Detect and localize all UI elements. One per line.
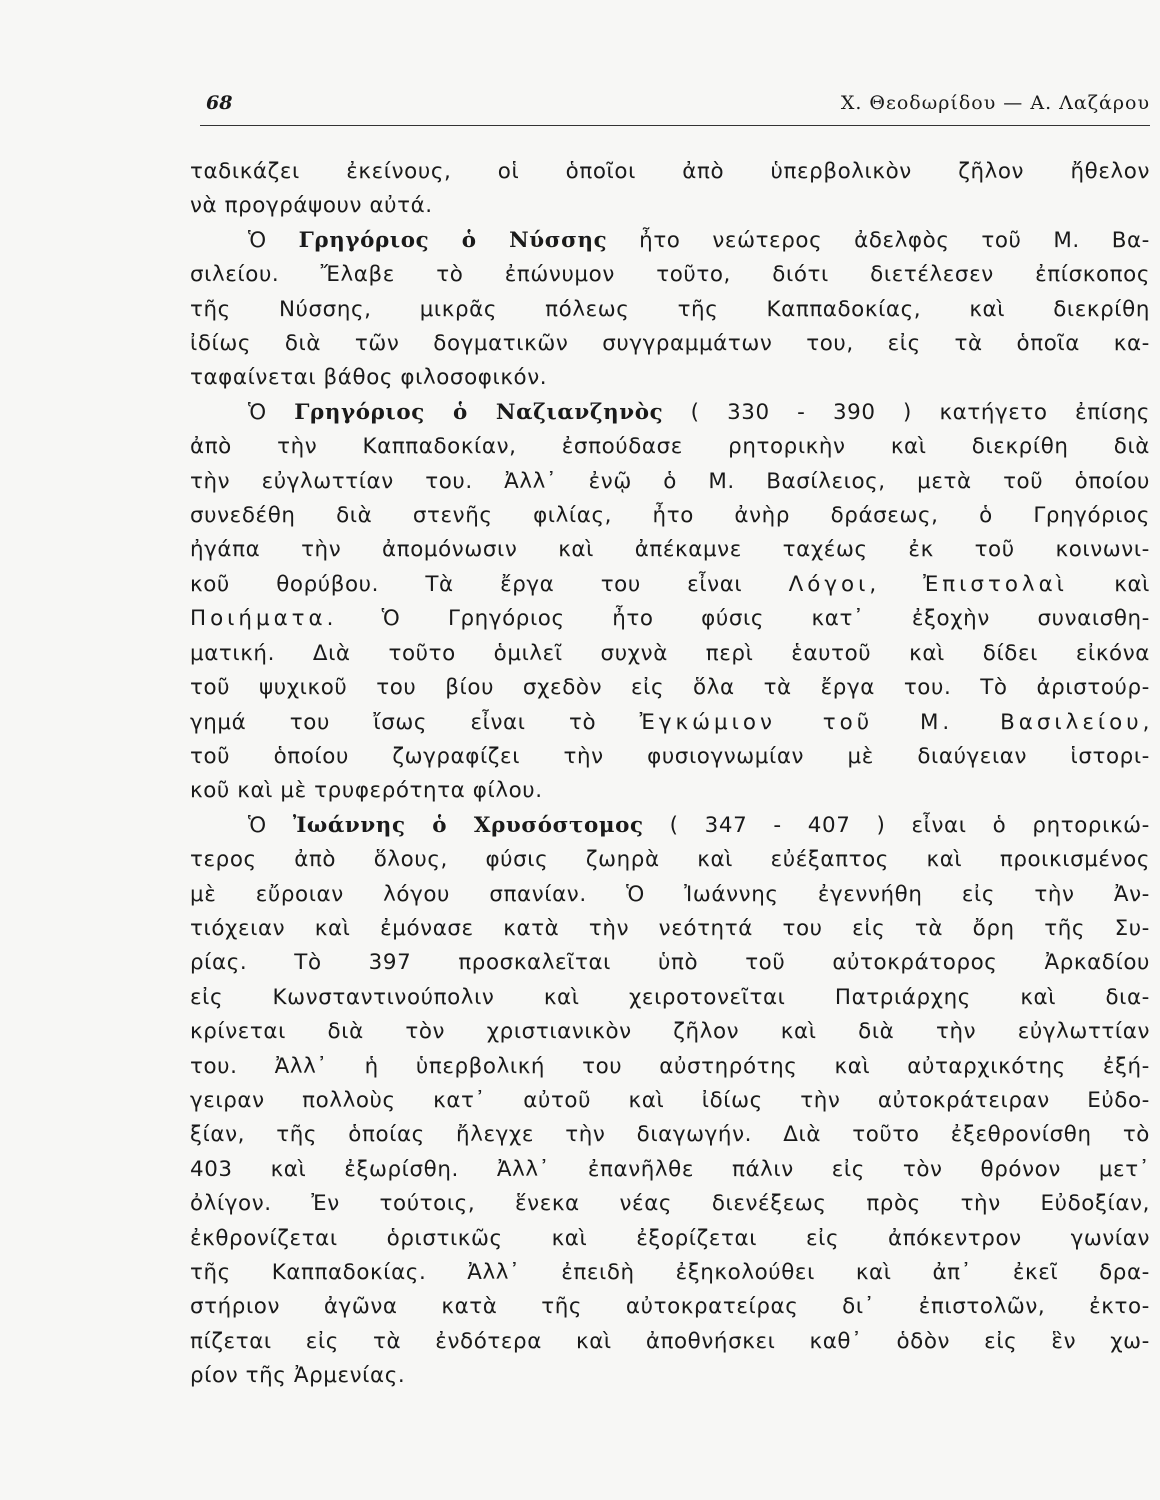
text-line: ρίον τῆς Ἀρμενίας. (190, 1363, 406, 1389)
text-line: γειραν πολλοὺς κατ᾽ αὐτοῦ καὶ ἰδίως τὴν αὐτοκράτειραν Εὐδο- (190, 1087, 1150, 1113)
text-line: τὴν εὐγλωττίαν του. Ἀλλ᾽ ἐνῷ ὁ Μ. Βασίλειος, μετὰ τοῦ ὁποίου (190, 468, 1150, 494)
header-rule (200, 125, 1150, 126)
text-line: ἰδίως διὰ τῶν δογματικῶν συγγραμμάτων του, εἰς τὰ ὁποῖα κα- (190, 331, 1150, 357)
text-line: ρίας. Τὸ 397 προσκαλεῖται ὑπὸ τοῦ αὐτοκράτορος Ἀρκαδίου (190, 950, 1150, 976)
paragraph-start-gregory-nyssa (190, 224, 1150, 258)
text-line: τερος ἀπὸ ὅλους, φύσις ζωηρὰ καὶ εὐέξαπτος καὶ προικισμένος (190, 847, 1150, 873)
text-line: ἀπὸ τὴν Καππαδοκίαν, ἐσπούδασε ρητορικὴν καὶ διεκρίθη διὰ (190, 434, 1150, 460)
text-run: ( 330 - 390 ) κατήγετο ἐπίσης (663, 399, 1150, 425)
text-line: τῆς Καππαδοκίας. Ἀλλ᾽ ἐπειδὴ ἐξηκολούθει καὶ ἀπ᾽ ἐκεῖ δρα- (190, 1260, 1150, 1285)
text-run: γημά του ἴσως εἶναι τὸ (190, 709, 640, 735)
text-run: Ὁ (248, 812, 293, 838)
text-line: κρίνεται διὰ τὸν χριστιανικὸν ζῆλον καὶ διὰ τὴν εὐγλωττίαν (190, 1019, 1150, 1045)
text-line: τοῦ ψυχικοῦ του βίου σχεδὸν εἰς ὅλα τὰ ἔργα του. Τὸ ἀριστούρ- (190, 675, 1150, 701)
text-run: καὶ (1067, 571, 1150, 597)
text-run: ἦτο νεώτερος ἀδελφὸς τοῦ Μ. Βα- (607, 227, 1150, 253)
work-title: Λόγοι (788, 571, 870, 597)
text-line: 403 καὶ ἐξωρίσθη. Ἀλλ᾽ ἐπανῆλθε πάλιν εἰς τὸν θρόνον μετ᾽ (190, 1156, 1150, 1182)
text-line: ἐκθρονίζεται ὁριστικῶς καὶ ἐξορίζεται εἰς ἀπόκεντρον γωνίαν (190, 1225, 1150, 1251)
text-line (190, 568, 1150, 602)
work-title: Ἐπιστολαὶ (923, 571, 1068, 597)
text-line: νὰ προγράψουν αὐτά. (190, 193, 433, 219)
text-run: κοῦ θορύβου. Τὰ ἔργα του εἶναι (190, 571, 789, 597)
text-run: , (1142, 709, 1150, 735)
text-line: εἰς Κωνσταντινούπολιν καὶ χειροτονεῖται Πατριάρχης καὶ δια- (190, 984, 1150, 1010)
text-line: ταδικάζει ἐκείνους, οἱ ὁποῖοι ἀπὸ ὑπερβολικὸν ζῆλον ἤθελον (190, 159, 1150, 184)
text-run: Ὁ (248, 399, 295, 425)
text-line: ἠγάπα τὴν ἀπομόνωσιν καὶ ἀπέκαμνε ταχέως ἐκ τοῦ κοινωνι- (190, 537, 1150, 563)
text-line: τῆς Νύσσης, μικρᾶς πόλεως τῆς Καππαδοκίας, καὶ διεκρίθη (190, 296, 1150, 322)
work-title: Ἐγκώμιον τοῦ Μ. Βασιλείου (639, 709, 1143, 735)
text-line: στήριον ἀγῶνα κατὰ τῆς αὐτοκρατείρας δι᾽ ἐπιστολῶν, ἐκτο- (190, 1294, 1150, 1320)
text-line: μὲ εὔροιαν λόγου σπανίαν. Ὁ Ἰωάννης ἐγεννήθη εἰς τὴν Ἀν- (190, 881, 1150, 907)
text-line (190, 602, 1150, 636)
text-line: ματική. Διὰ τοῦτο ὁμιλεῖ συχνὰ περὶ ἑαυτοῦ καὶ δίδει εἰκόνα (190, 640, 1150, 666)
text-line: κοῦ καὶ μὲ τρυφερότητα φίλου. (190, 778, 543, 804)
person-name: Γρηγόριος ὁ Ναζιανζηνὸς (294, 399, 664, 425)
text-line: τιόχειαν καὶ ἐμόνασε κατὰ τὴν νεότητά του εἰς τὰ ὄρη τῆς Συ- (190, 915, 1150, 941)
paragraph-start-gregory-nazianzus (190, 396, 1150, 430)
text-run: ( 347 - 407 ) εἶναι ὁ ρητορικώ- (643, 812, 1150, 838)
text-line (190, 706, 1150, 740)
text-line: πίζεται εἰς τὰ ἐνδότερα καὶ ἀποθνήσκει καθ᾽ ὁδὸν εἰς ἓν χω- (190, 1328, 1150, 1354)
text-line: ταφαίνεται βάθος φιλοσοφικόν. (190, 365, 548, 391)
text-line: τοῦ ὁποίου ζωγραφίζει τὴν φυσιογνωμίαν μὲ διαύγειαν ἱστορι- (190, 743, 1150, 769)
text-line: συνεδέθη διὰ στενῆς φιλίας, ἦτο ἀνὴρ δράσεως, ὁ Γρηγόριος (190, 503, 1150, 529)
page-header (190, 88, 1150, 124)
text-line: ὀλίγον. Ἐν τούτοις, ἕνεκα νέας διενέξεως πρὸς τὴν Εὐδοξίαν, (190, 1191, 1150, 1217)
text-run: , (869, 571, 924, 597)
work-title: Ποιήματα (190, 606, 327, 632)
running-head: Χ. Θεοδωρίδου — Α. Λαζάρου (840, 92, 1150, 114)
person-name: Ἰωάννης ὁ Χρυσόστομος (292, 812, 644, 838)
person-name: Γρηγόριος ὁ Νύσσης (298, 227, 608, 253)
text-line: σιλείου. Ἔλαβε τὸ ἐπώνυμον τοῦτο, διότι διετέλεσεν ἐπίσκοπος (190, 262, 1150, 288)
page-number: 68 (206, 92, 233, 114)
body-text (190, 155, 1150, 1394)
text-line: του. Ἀλλ᾽ ἡ ὑπερβολική του αὐστηρότης καὶ αὐταρχικότης ἐξή- (190, 1053, 1150, 1079)
text-run: . Ὁ Γρηγόριος ἦτο φύσις κατ᾽ ἐξοχὴν συναισθη- (326, 606, 1150, 632)
text-run: Ὁ (248, 227, 299, 253)
paragraph-start-john-chrysostom (190, 809, 1150, 843)
text-line: ξίαν, τῆς ὁποίας ἤλεγχε τὴν διαγωγήν. Διὰ τοῦτο ἐξεθρονίσθη τὸ (190, 1122, 1150, 1148)
